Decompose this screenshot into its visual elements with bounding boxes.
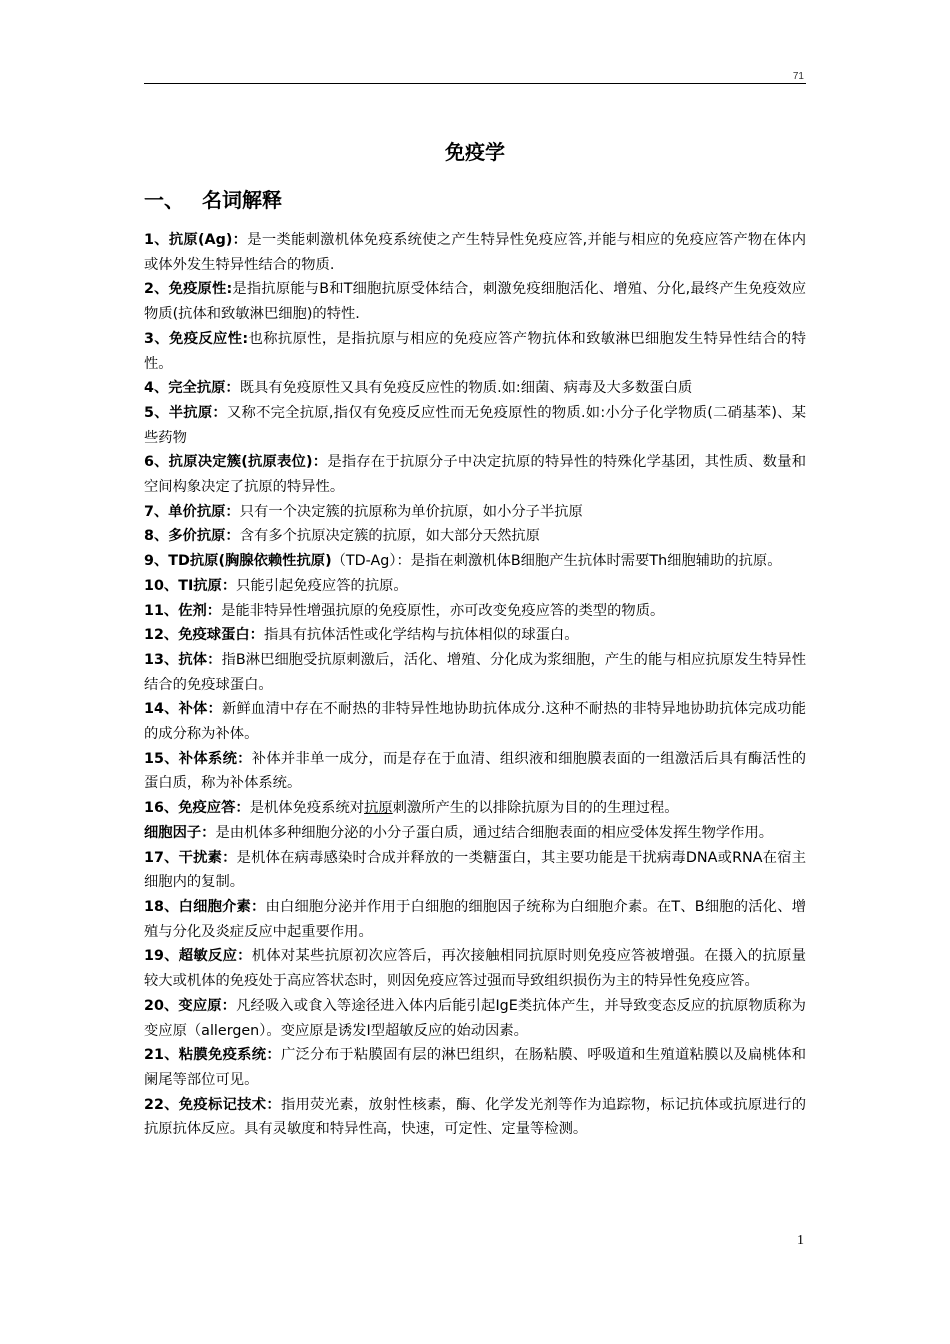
entry-definition: 刺激所产生的以排除抗原为目的的生理过程。 [392,800,679,817]
entry-definition: 广泛分布于粘膜固有层的淋巴组织，在肠粘膜、呼吸道和生殖道粘膜以及扁桃体和阑尾等部位可见。 [144,1047,806,1088]
entry-definition: 既具有免疫原性又具有免疫反应性的物质.如:细菌、病毒及大多数蛋白质 [239,380,693,397]
entry-definition: 是一类能刺激机体免疫系统使之产生特异性免疫应答,并能与相应的免疫应答产物在体内或体外发生特异性结合的物质. [144,232,806,273]
glossary-entry [144,821,806,846]
entry-term: 7、单价抗原： [144,503,240,520]
glossary-entry [144,895,806,944]
glossary-entry [144,994,806,1043]
entry-term: 17、干扰素： [144,849,237,866]
entry-term: 细胞因子： [144,824,216,841]
entry-term: 5、半抗原： [144,404,227,421]
entry-definition: 指用荧光素，放射性核素，酶、化学发光剂等作为追踪物，标记抗体或抗原进行的抗原抗体反应。具有灵敏度和特异性高，快速，可定性、定量等检测。 [144,1096,806,1138]
glossary-entry [144,376,806,401]
glossary-entry [144,944,806,993]
glossary-entry [144,1043,806,1092]
entry-definition: 只有一个决定簇的抗原称为单价抗原，如小分子半抗原 [239,503,583,520]
entry-term: 8、多价抗原： [144,528,240,545]
entry-definition: 由白细胞分泌并作用于白细胞的细胞因子统称为白细胞介素。在T、B细胞的活化、增殖与分化及炎症反应中起重要作用。 [144,898,806,940]
entry-term: 4、完全抗原： [144,380,240,397]
glossary-entry [144,599,806,624]
glossary-entry [144,574,806,599]
entry-definition: 又称不完全抗原,指仅有免疫反应性而无免疫原性的物质.如:小分子化学物质(二硝基苯)、某些药物 [144,404,806,446]
entry-definition: 指具有抗体活性或化学结构与抗体相似的球蛋白。 [263,627,579,644]
section-heading [144,184,282,213]
glossary-entry [144,450,806,499]
entry-definition: 补体并非单一成分，而是存在于血清、组织液和细胞膜表面的一组激活后具有酶活性的蛋白质，称为补体系统。 [144,750,806,792]
glossary-entry [144,697,806,746]
glossary-entry [144,327,806,376]
entry-term: 14、补体： [144,701,223,718]
entry-definition: 是由机体多种细胞分泌的小分子蛋白质，通过结合细胞表面的相应受体发挥生物学作用。 [215,824,774,841]
section-title: 名词解释 [202,188,282,212]
page-number: 1 [797,1233,804,1248]
entry-term: 20、变应原： [144,997,237,1014]
glossary-entry [144,524,806,549]
antigen-link[interactable]: 抗原 [364,800,393,817]
entry-definition: 机体对某些抗原初次应答后，再次接触相同抗原时则免疫应答被增强。在摄入的抗原量较大或机体的免疫处于高应答状态时，则因免疫应答过强而导致组织损伤为主的特异性免疫应答。 [144,948,806,990]
glossary-entry [144,228,806,277]
entry-term: 13、抗体： [144,651,222,668]
entry-term: 18、白细胞介素： [144,898,266,915]
glossary-list [144,228,806,1142]
glossary-entry [144,500,806,525]
glossary-entry [144,648,806,697]
entry-definition: 也称抗原性，是指抗原与相应的免疫应答产物抗体和致敏淋巴细胞发生特异性结合的特性。 [144,330,806,372]
entry-definition: 是能非特异性增强抗原的免疫原性，亦可改变免疫应答的类型的物质。 [221,602,665,619]
entry-term: 9、TD抗原(胸腺依赖性抗原) [144,553,332,570]
entry-definition: 是机体在病毒感染时合成并释放的一类糖蛋白，其主要功能是干扰病毒DNA或RNA在宿主细胞内的复制。 [144,849,806,891]
entry-term: 1、抗原(Ag)： [144,232,248,248]
entry-term: 16、免疫应答： [144,800,250,817]
section-number: 一、 [144,188,184,212]
entry-term: 6、抗原决定簇(抗原表位)： [144,454,328,471]
page-title: 免疫学 [445,140,505,164]
entry-term: 15、补体系统： [144,750,252,767]
entry-definition: （TD-Ag）：是指在刺激机体B细胞产生抗体时需要Th细胞辅助的抗原。 [331,553,782,570]
entry-term: 10、TI抗原： [144,577,237,594]
entry-definition: 只能引起免疫应答的抗原。 [236,577,408,594]
glossary-entry [144,747,806,796]
glossary-entry [144,846,806,895]
glossary-entry [144,623,806,648]
glossary-entry [144,401,806,450]
entry-definition: 新鲜血清中存在不耐热的非特异性地协助抗体成分.这种不耐热的非特异地协助抗体完成功能的成分称为补体。 [144,701,806,743]
entry-term: 22、免疫标记技术： [144,1096,281,1113]
entry-term: 12、免疫球蛋白： [144,627,264,644]
glossary-entry [144,277,806,326]
entry-term: 2、免疫原性: [144,281,233,298]
entry-definition: 是指抗原能与B和T细胞抗原受体结合，刺激免疫细胞活化、增殖、分化,最终产生免疫效应物质(抗体和致敏淋巴细胞)的特性. [144,281,806,323]
glossary-entry [144,549,806,574]
glossary-entry [144,1093,806,1142]
entry-term: 3、免疫反应性: [144,330,249,347]
glossary-entry [144,796,806,821]
header-rule [144,83,806,84]
header-page-code: 71 [792,71,804,82]
entry-term: 11、佐剂： [144,602,222,619]
entry-definition: 指B淋巴细胞受抗原刺激后，活化、增殖、分化成为浆细胞，产生的能与相应抗原发生特异性结合的免疫球蛋白。 [144,651,806,693]
entry-definition: 凡经吸入或食入等途径进入体内后能引起IgE类抗体产生，并导致变态反应的抗原物质称为变应原（allergen）。变应原是诱发I型超敏反应的始动因素。 [144,997,806,1039]
entry-term: 19、超敏反应： [144,948,252,965]
entry-definition: 是机体免疫系统对 [249,800,365,817]
entry-definition: 是指存在于抗原分子中决定抗原的特异性的特殊化学基团，其性质、数量和空间构象决定了抗原的特异性。 [144,454,807,496]
entry-definition: 含有多个抗原决定簇的抗原，如大部分天然抗原 [239,528,540,545]
entry-term: 21、粘膜免疫系统： [144,1047,281,1064]
